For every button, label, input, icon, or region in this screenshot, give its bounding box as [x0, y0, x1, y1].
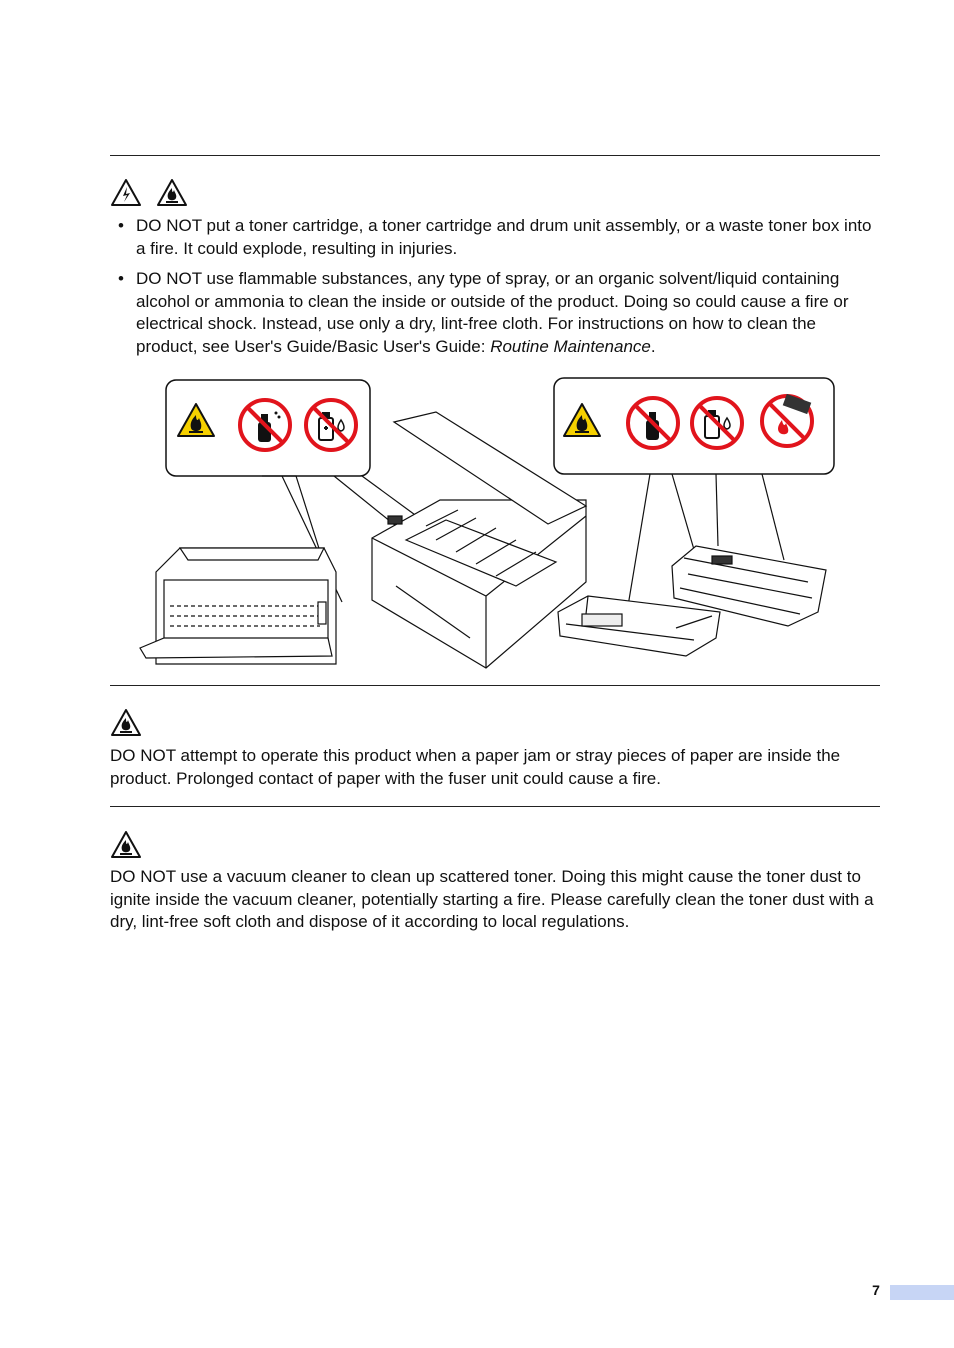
no-liquid-cleaner-icon [306, 400, 356, 450]
toner-cartridge [558, 596, 720, 656]
printer-back-view [140, 548, 336, 664]
routine-maintenance-reference: Routine Maintenance [490, 336, 651, 356]
vacuum-cleaner-warning-text: DO NOT use a vacuum cleaner to clean up scattered toner. Doing this might cause the toner dust to ignite inside the vacuum cleaner, potentially starting a fire. Please carefully clean the toner dust with a dry, lint-free soft cloth and dispose of it according to local regulations. [110, 867, 874, 931]
list-item [110, 268, 882, 358]
bullet-suffix: . [650, 336, 656, 356]
section-divider [110, 155, 880, 156]
bullet-text-toner-fire: DO NOT put a toner cartridge, a toner cartridge and drum unit assembly, or a waste toner box into a fire. It could explode, resulting in injuries. [136, 216, 872, 258]
fire-hazard-icon [158, 180, 186, 205]
printer-illustration [136, 376, 836, 672]
electrical-hazard-icon [112, 180, 140, 205]
no-spray-icon [240, 400, 290, 450]
paper-jam-warning-text: DO NOT attempt to operate this product when a paper jam or stray pieces of paper are inside the product. Prolonged contact of paper with the fuser unit could cause a fire. [110, 746, 841, 788]
no-fire-disposal-icon [762, 394, 812, 446]
section-divider [110, 806, 880, 807]
section1-bullet-list [110, 215, 882, 366]
section-divider [110, 685, 880, 686]
page-tab-marker [890, 1285, 954, 1300]
fire-hazard-icon [110, 830, 144, 860]
list-item [110, 215, 882, 260]
section1-warning-icons [110, 178, 190, 208]
no-spray-icon [628, 398, 678, 448]
no-liquid-cleaner-icon [692, 398, 742, 448]
fire-hazard-icon [110, 708, 144, 738]
page-number: 7 [872, 1282, 880, 1298]
bullet-text-flammable: DO NOT use flammable substances, any type of spray, or an organic solvent/liquid containing alcohol or ammonia to clean the inside or outside of the product. Doing so could cause a fire or electrical shock. Instead, use only a dry, lint-free cloth. For instructions on how to clean the product, see User's Guide/Basic User's Guide: [136, 269, 849, 356]
